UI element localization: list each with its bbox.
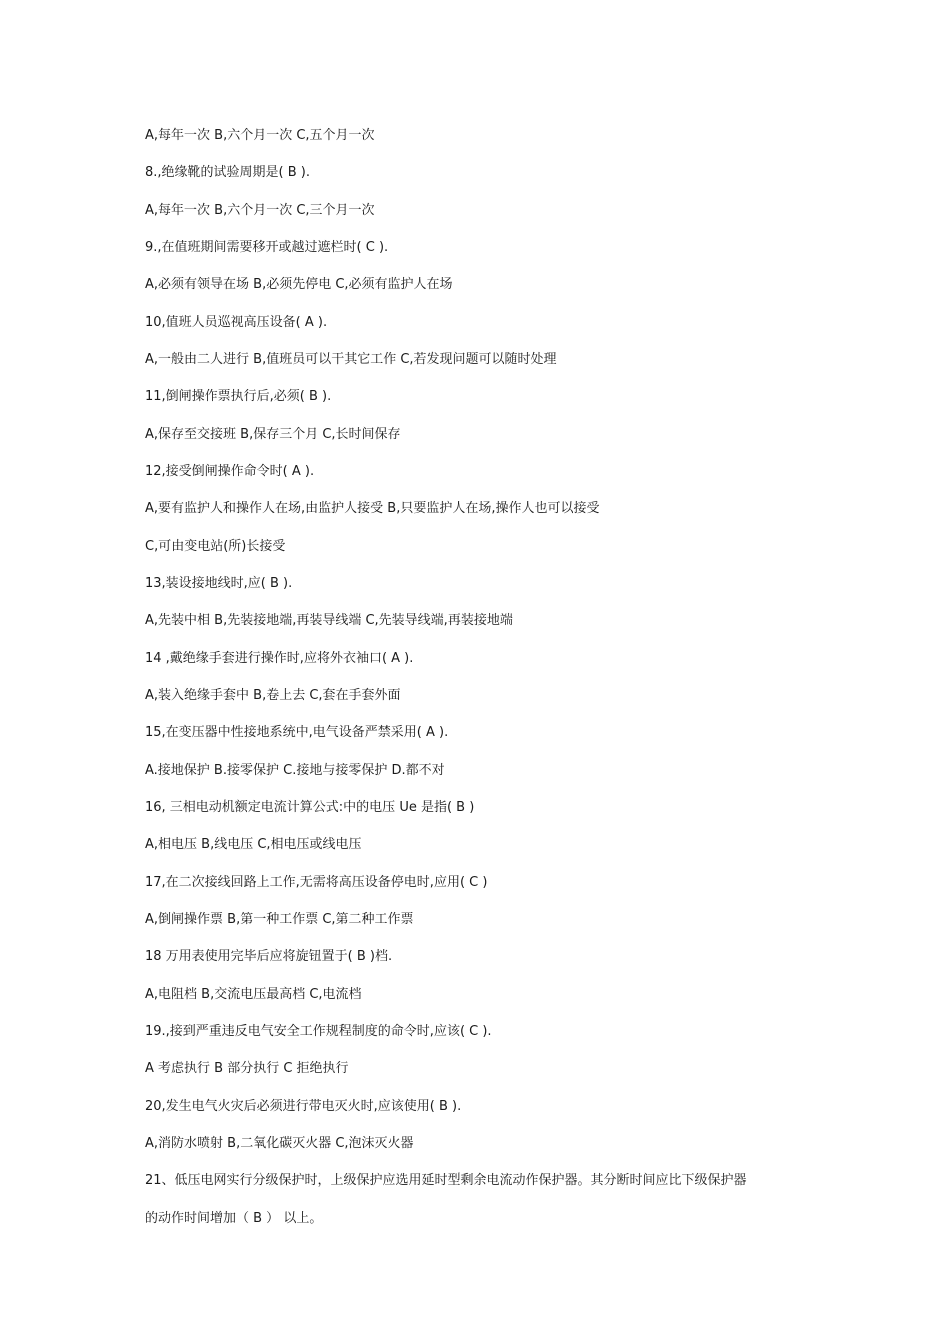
answer-options-line: A,要有监护人和操作人在场,由监护人接受 B,只要监护人在场,操作人也可以接受 (145, 501, 600, 516)
answer-options-line: A,相电压 B,线电压 C,相电压或线电压 (145, 837, 362, 852)
question-line: 21、低压电网实行分级保护时，上级保护应选用延时型剩余电流动作保护器。其分断时间应比下级保护器 (145, 1173, 747, 1188)
answer-options-line: A,保存至交接班 B,保存三个月 C,长时间保存 (145, 427, 401, 442)
answer-options-line: A,消防水喷射 B,二氧化碳灭火器 C,泡沫灭火器 (145, 1136, 414, 1151)
question-line: 15,在变压器中性接地系统中,电气设备严禁采用( A ). (145, 725, 449, 740)
question-line: 9.,在值班期间需要移开或越过遮栏时( C ). (145, 240, 389, 255)
answer-options-line: A,一般由二人进行 B,值班员可以干其它工作 C,若发现问题可以随时处理 (145, 352, 557, 367)
answer-options-line: A 考虑执行 B 部分执行 C 拒绝执行 (145, 1061, 349, 1076)
question-line: 8.,绝缘靴的试验周期是( B ). (145, 165, 310, 180)
answer-options-line: A,每年一次 B,六个月一次 C,五个月一次 (145, 128, 375, 143)
answer-options-line: A.接地保护 B.接零保护 C.接地与接零保护 D.都不对 (145, 763, 445, 778)
question-line: 14 ,戴绝缘手套进行操作时,应将外衣袖口( A ). (145, 651, 414, 666)
question-line: 19.,接到严重违反电气安全工作规程制度的命令时,应该( C ). (145, 1024, 492, 1039)
question-line: 18 万用表使用完毕后应将旋钮置于( B )档. (145, 949, 393, 964)
question-line: 11,倒闸操作票执行后,必须( B ). (145, 389, 332, 404)
question-line: 16, 三相电动机额定电流计算公式:中的电压 Ue 是指( B ) (145, 800, 475, 815)
question-line: 17,在二次接线回路上工作,无需将高压设备停电时,应用( C ) (145, 875, 488, 890)
question-line: 10,值班人员巡视高压设备( A ). (145, 315, 328, 330)
answer-options-line: A,必须有领导在场 B,必须先停电 C,必须有监护人在场 (145, 277, 453, 292)
question-line-continued: 的动作时间增加（ B ） 以上。 (145, 1211, 323, 1226)
question-line: 20,发生电气火灾后必须进行带电灭火时,应该使用( B ). (145, 1099, 462, 1114)
answer-options-line: A,每年一次 B,六个月一次 C,三个月一次 (145, 203, 375, 218)
question-line: 12,接受倒闸操作命令时( A ). (145, 464, 315, 479)
answer-options-line: A,电阻档 B,交流电压最高档 C,电流档 (145, 987, 362, 1002)
answer-options-line: C,可由变电站(所)长接受 (145, 539, 286, 554)
answer-options-line: A,先装中相 B,先装接地端,再装导线端 C,先装导线端,再装接地端 (145, 613, 513, 628)
question-line: 13,装设接地线时,应( B ). (145, 576, 293, 591)
answer-options-line: A,倒闸操作票 B,第一种工作票 C,第二种工作票 (145, 912, 414, 927)
answer-options-line: A,装入绝缘手套中 B,卷上去 C,套在手套外面 (145, 688, 401, 703)
